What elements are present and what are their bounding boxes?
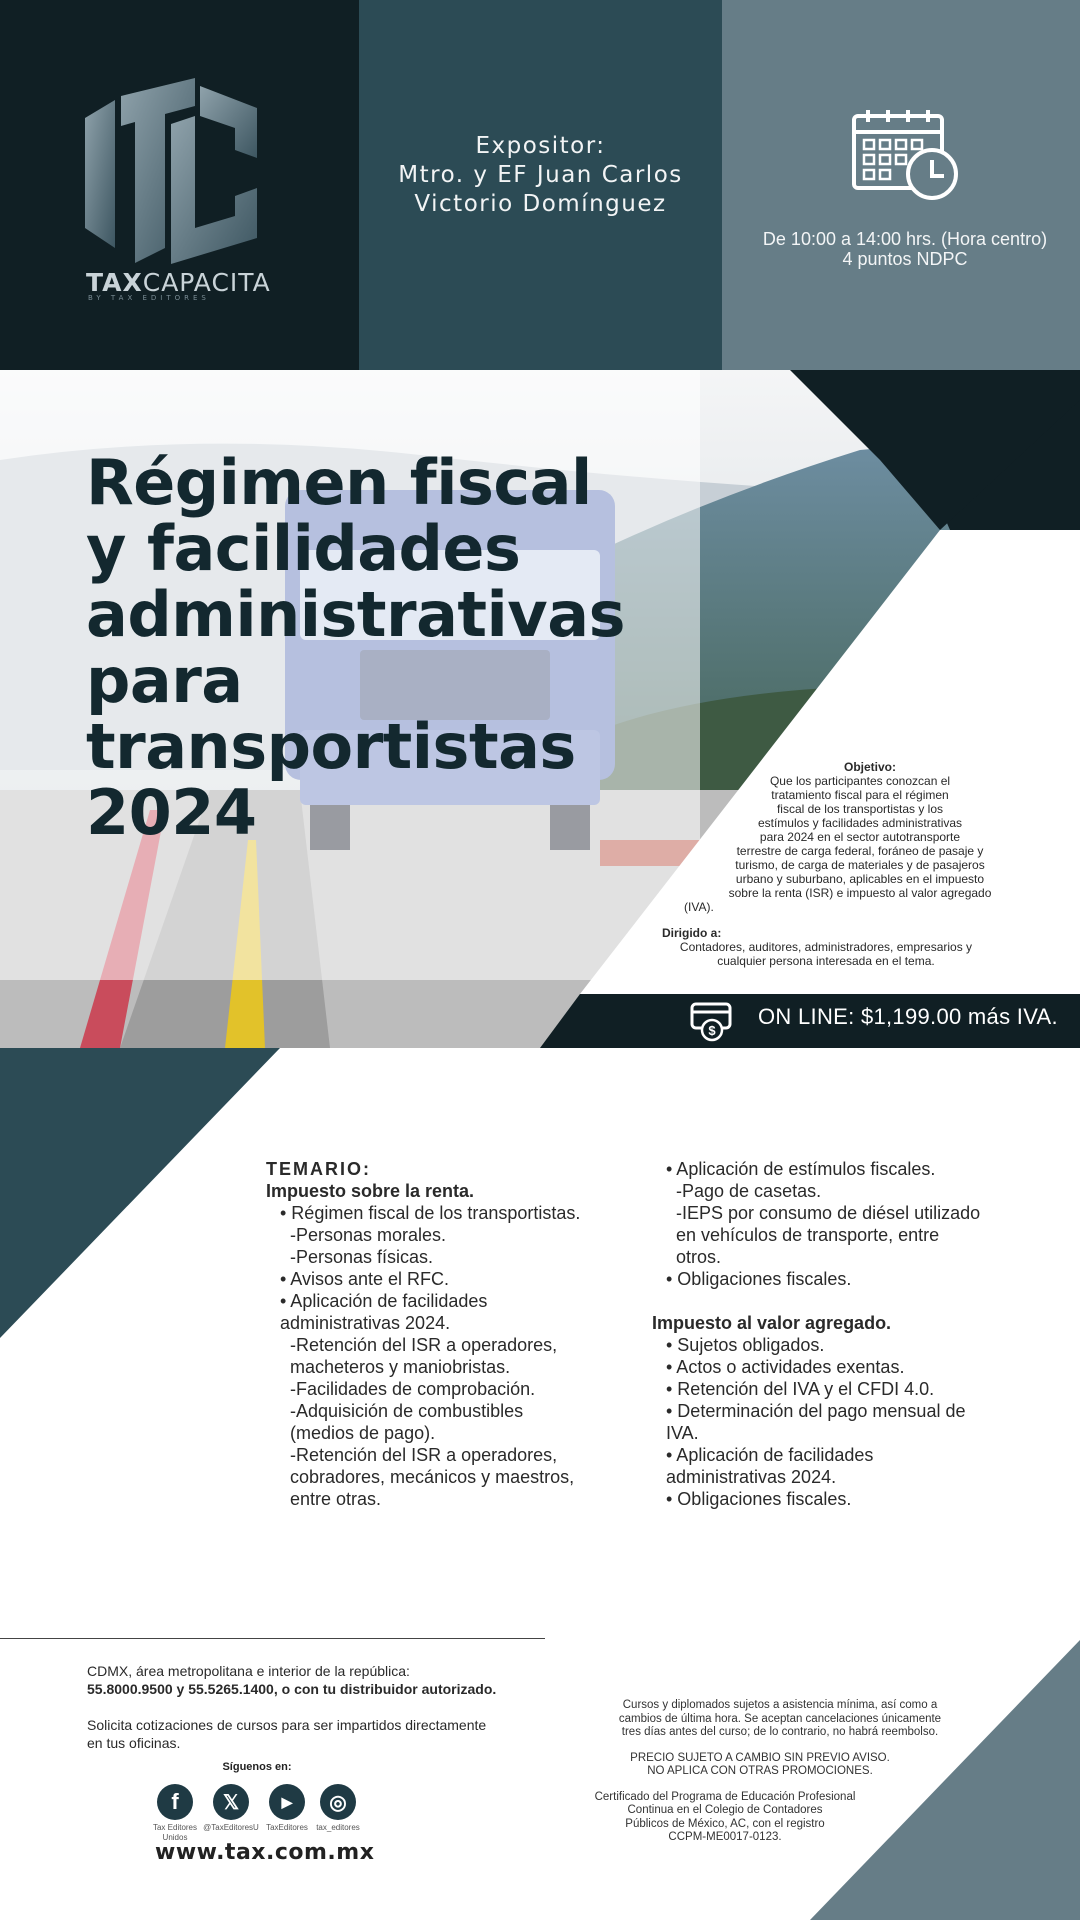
syllabus-item: • Aplicación de facilidades [280, 1291, 488, 1311]
syllabus-item: -Facilidades de comprobación. [290, 1379, 536, 1399]
iva-heading: Impuesto al valor agregado. [652, 1313, 892, 1333]
decor-triangle-left [0, 1048, 300, 1348]
syllabus-item: • Obligaciones fiscales. [666, 1489, 852, 1509]
schedule-points: 4 puntos NDPC [842, 249, 968, 269]
objective-line: tratamiento fiscal para el régimen [771, 788, 949, 802]
syllabus-item: IVA. [666, 1423, 699, 1443]
expositor-label: Expositor: [475, 133, 606, 159]
syllabus-item: -Retención del ISR a operadores, [290, 1335, 558, 1355]
syllabus-item: • Aplicación de estímulos fiscales. [666, 1159, 936, 1179]
syllabus-item: -Pago de casetas. [676, 1181, 822, 1201]
objective-line: para 2024 en el sector autotransporte [759, 830, 961, 844]
course-title-line: Régimen fiscal [86, 446, 592, 519]
facebook-handle: Tax Editores Unidos [152, 1823, 198, 1842]
objective-line: fiscal de los transportistas y los [776, 802, 944, 816]
youtube-handle: TaxEditores [266, 1823, 308, 1832]
syllabus-item: -Adquisición de combustibles [290, 1401, 524, 1421]
legal-line: NO APLICA CON OTRAS PROMOCIONES. [647, 1765, 873, 1777]
x-handle: @TaxEditoresU [203, 1823, 259, 1832]
course-title [86, 446, 646, 849]
objective-label: Objetivo: [843, 760, 896, 774]
legal-line: tres días antes del curso; de lo contrario, no habrá reembolso. [621, 1726, 939, 1738]
syllabus-item: cobradores, mecánicos y maestros, [290, 1467, 575, 1487]
certification-note [575, 1791, 985, 1845]
objective-line: estímulos y facilidades administrativas [757, 816, 963, 830]
quote-request-line: en tus oficinas. [87, 1735, 181, 1751]
calendar-clock-icon [850, 108, 960, 203]
syllabus-item: en vehículos de transporte, entre [676, 1225, 940, 1245]
footer-divider [0, 1638, 545, 1639]
syllabus-title: TEMARIO: [266, 1159, 371, 1179]
x-icon[interactable]: 𝕏 [213, 1784, 249, 1820]
course-title-line: 2024 [86, 776, 257, 849]
isr-heading: Impuesto sobre la renta. [266, 1181, 475, 1201]
follow-us-label: Síguenos en: [222, 1761, 292, 1773]
objective-line: sobre la renta (ISR) e impuesto al valor agregado [728, 886, 992, 900]
syllabus-item: • Obligaciones fiscales. [666, 1269, 852, 1289]
syllabus-item: -Personas físicas. [290, 1247, 434, 1267]
price-disclaimer [575, 1752, 985, 1779]
syllabus-item: • Retención del IVA y el CFDI 4.0. [666, 1379, 935, 1399]
objective-line: (IVA). [684, 900, 714, 914]
legal-notes [575, 1699, 985, 1845]
syllabus-item: • Actos o actividades exentas. [666, 1357, 905, 1377]
objective-line: Que los participantes conozcan el [769, 774, 951, 788]
syllabus-right-column [652, 1158, 1022, 1510]
schedule-info [735, 229, 1075, 269]
audience-line: Contadores, auditores, administradores, empresarios y [679, 940, 973, 954]
syllabus-item: • Aplicación de facilidades [666, 1445, 874, 1465]
facebook-icon[interactable]: f [157, 1784, 193, 1820]
syllabus-item: • Determinación del pago mensual de [666, 1401, 966, 1421]
legal-line: Continua en el Colegio de Contadores [627, 1804, 823, 1816]
syllabus-item: -Personas morales. [290, 1225, 447, 1245]
audience-line: cualquier persona interesada en el tema. [717, 954, 935, 968]
syllabus-item: macheteros y maniobristas. [290, 1357, 511, 1377]
syllabus-item: administrativas 2024. [280, 1313, 451, 1333]
legal-line: cambios de última hora. Se aceptan cancelaciones únicamente [618, 1712, 942, 1725]
contact-region: CDMX, área metropolitana e interior de la república: [87, 1663, 410, 1679]
taxcapacita-logo-icon [85, 78, 265, 298]
contact-phones[interactable]: 55.8000.9500 y 55.5265.1400, o con tu distribuidor autorizado. [87, 1681, 497, 1697]
syllabus-item: administrativas 2024. [666, 1467, 837, 1487]
legal-line: CCPM-ME0017-0123. [668, 1831, 782, 1843]
syllabus-item: -IEPS por consumo de diésel utilizado [676, 1203, 981, 1223]
audience-label: Dirigido a: [662, 926, 722, 940]
legal-line: Cursos y diplomados sujetos a asistencia mínima, así como a [622, 1699, 938, 1711]
price-label: ON LINE: $1,199.00 más IVA. [758, 1004, 1058, 1029]
syllabus-item: -Retención del ISR a operadores, [290, 1445, 558, 1465]
instagram-icon[interactable]: ◎ [320, 1784, 356, 1820]
expositor-name-line2: Victorio Domínguez [414, 191, 667, 217]
payment-card-icon [690, 1002, 734, 1042]
syllabus-item: entre otras. [290, 1489, 382, 1509]
objective-line: turismo, de carga de materiales y de pasajeros [735, 858, 985, 872]
svg-text:$: $ [708, 1023, 716, 1038]
objective-block [660, 760, 1020, 914]
course-title-line: transportistas [86, 710, 576, 783]
objective-line: urbano y suburbano, aplicables en el impuesto [735, 872, 985, 886]
legal-line: Certificado del Programa de Educación Profesional [594, 1790, 856, 1803]
course-title-line: para [86, 644, 243, 717]
legal-line: Públicos de México, AC, con el registro [625, 1817, 825, 1830]
contact-block [87, 1662, 547, 1752]
audience-block [636, 926, 1016, 968]
course-title-line: administrativas [86, 578, 625, 651]
quote-request-line: Solicita cotizaciones de cursos para ser impartidos directamente [87, 1717, 487, 1733]
objective-line: terrestre de carga federal, foráneo de pasaje y [736, 844, 984, 858]
instagram-handle: tax_editores [316, 1823, 360, 1832]
brand-tagline: BY TAX EDITORES [88, 294, 210, 302]
schedule-hours: De 10:00 a 14:00 hrs. (Hora centro) [762, 229, 1048, 249]
youtube-icon[interactable]: ▶ [269, 1784, 305, 1820]
syllabus-item: otros. [676, 1247, 722, 1267]
course-title-line: y facilidades [86, 512, 521, 585]
expositor-block [359, 132, 722, 219]
legal-line: PRECIO SUJETO A CAMBIO SIN PREVIO AVISO. [630, 1751, 890, 1764]
syllabus-item: • Avisos ante el RFC. [280, 1269, 450, 1289]
website-link[interactable]: www.tax.com.mx [155, 1840, 375, 1865]
syllabus-item: • Sujetos obligados. [666, 1335, 825, 1355]
syllabus-item: • Régimen fiscal de los transportistas. [280, 1203, 581, 1223]
expositor-name-line1: Mtro. y EF Juan Carlos [398, 162, 683, 188]
brand-wordmark: TAXCAPACITA [86, 268, 271, 297]
syllabus-left-column [266, 1158, 636, 1510]
syllabus-item: (medios de pago). [290, 1423, 436, 1443]
